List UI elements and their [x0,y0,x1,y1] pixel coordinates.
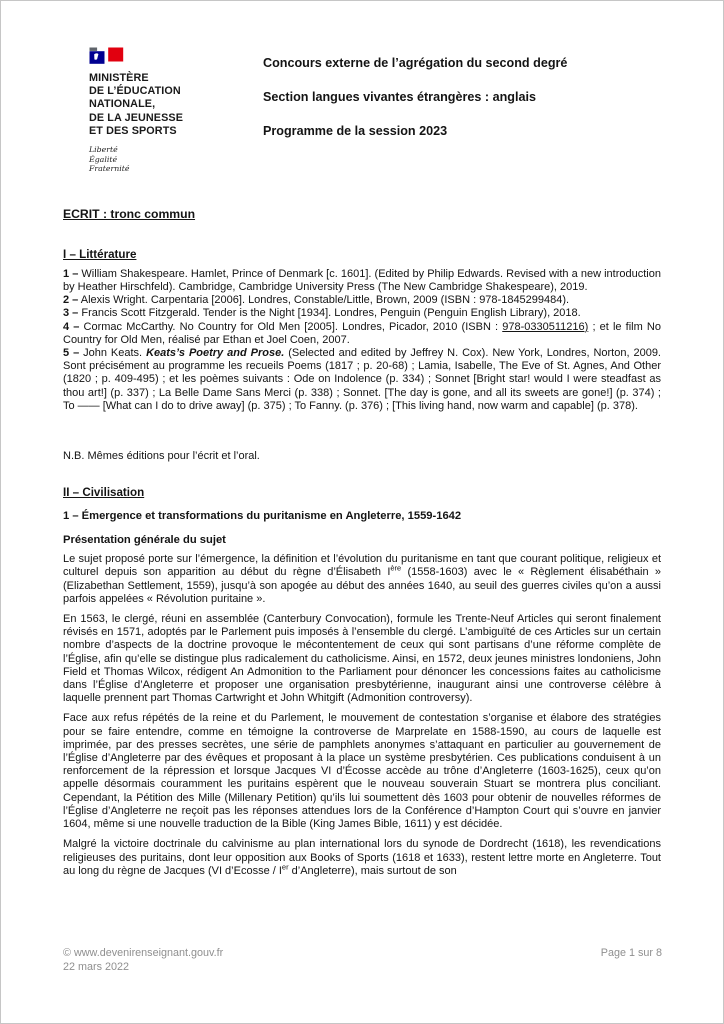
doc-title-concours: Concours externe de l’agrégation du second degré [263,56,568,70]
item-text: (Selected and edited by Jeffrey N. Cox). New York, Londres, Norton, 2009. Sont précisément au programme les recueils Poems (1817 ; p. 20-68) ; Lamia, Isabelle, The Eve of St. Agnes, And Other (1820 ; p. 409-495) ; et les poèmes suivants : Ode on Indolence (p. 334) ; Sonnet [Bright star! would I were steadfast as thou art!] (p. 337) ; La Belle Dame Sans Merci (p. 338) ; Sonnet. [The day is gone, and all its sweets are gone!] (p. 374) ; To —— [What can I do to drive away] (p. 375) ; To Fanny. (p. 376) ; [This living hand, now warm and capable] (p. 378). [63,347,661,412]
motto-line: Égalité [89,154,118,164]
paragraph-text: d’Angleterre), mais surtout de son [288,864,457,877]
item-number: 2 – [63,294,79,307]
republic-motto [89,145,220,174]
footer-site-url: © www.devenirenseignant.gouv.fr [63,947,224,959]
ministry-name-line: DE LA JEUNESSE [89,111,183,124]
ministry-name-line: ET DES SPORTS [89,124,177,137]
item-text: Cormac McCarthy. No Country for Old Men [2005]. Londres, Picador, 2010 (ISBN : [79,320,503,333]
doc-title-section: Section langues vivantes étrangères : anglais [263,90,536,104]
item-text: Alexis Wright. Carpentaria [2006]. Londres, Constable/Little, Brown, 2009 (ISBN : 978-1845299484). [78,294,570,307]
french-flag-icon [89,47,127,65]
footer-page-number: Page 1 sur 8 [600,947,662,959]
item-text: John Keats. [79,347,147,360]
ministry-name [89,72,220,138]
superscript: er [281,862,289,872]
ministry-name-line: NATIONALE, [89,98,156,111]
item-text: ; et le film No Country for Old Men, réalisé par Ethan et Joel Coen, 2007. [63,320,661,346]
paragraph-text: (1558-1603) avec le « Règlement élisabéthain » (Elizabethan Settlement, 1559), jusqu’à son apogée au début des années 1640, au seuil des guerres civiles qu’on a aussi parfois appelées « Révolution puritaine ». [63,566,661,605]
heading-ecrit-tronc-commun: ECRIT : tronc commun [63,206,196,221]
civilisation-paragraph-2: En 1563, le clergé, réuni en assemblée (Canterbury Convocation), formule les Trente-Neuf Articles qui seront finalement révisés en 1571, adoptés par le Parlement puis imposés à l’ensemble du clergé. L’ambiguïté de ces Articles sur un certain nombre d’aspects de la doctrine provoque le mécontentement de ceux qui sont partisans d’une réforme complète de l’Église, afin qu’elle se distingue plus radicalement du catholicisme. Ainsi, en 1572, deux jeunes ministres londoniens, John Field et Thomas Wilcox, rédigent An Admonition to the Parliament pour dénoncer les concessions faites au catholicisme dans l’Église d’Angleterre et proposer une organisation presbytérienne, inaugurant ainsi une controverse célèbre à laquelle prennent part Thomas Cartwright et John Whitgift (Admonition controversy). [63,613,661,705]
page-footer [63,947,662,975]
civilisation-paragraph-4 [63,838,661,878]
document-body [0,207,724,878]
paragraph-text: Le sujet proposé porte sur l’émergence, la définition et l’évolution du puritanisme en tant que courant politique, religieux et culturel depuis son apparition au début du règne d’Élisabeth I [63,553,661,579]
book-item-1 [63,268,661,294]
item-number: 1 – [63,267,79,280]
superscript: ère [390,563,402,573]
heading-civilisation: II – Civilisation [63,486,145,500]
book-item-4 [63,321,661,347]
book-item-5 [63,347,661,413]
footer-left [63,947,223,975]
motto-line: Liberté [89,145,118,155]
item-number: 3 – [63,307,79,320]
litterature-reading-list [63,268,661,413]
footer-date: 22 mars 2022 [63,960,130,973]
item-text: Francis Scott Fitzgerald. Tender is the Night [1934]. Londres, Penguin (Penguin English Library), 2018. [78,307,581,320]
heading-civilisation-topic: 1 – Émergence et transformations du puritanisme en Angleterre, 1559-1642 [63,510,462,523]
heading-litterature: I – Littérature [63,247,137,261]
isbn-number: 978-0330511216) [502,320,589,333]
document-header [0,0,724,174]
heading-presentation-sujet: Présentation générale du sujet [63,534,226,547]
ministry-logo [89,47,220,174]
book-item-2 [63,294,661,307]
book-item-3 [63,307,661,320]
item-text: William Shakespeare. Hamlet, Prince of Denmark [c. 1601]. (Edited by Philip Edwards. Revised with a new introduction by Heather Hirschfeld). Cambridge, Cambridge University Press (The New Cambridge Shakespeare), 2019. [63,267,661,293]
motto-line: Fraternité [89,164,130,174]
item-number: 5 – [63,347,80,360]
ministry-name-line: DE L’ÉDUCATION [89,85,181,98]
civilisation-paragraph-3: Face aux refus répétés de la reine et du Parlement, le mouvement de contestation s’organise et élabore des stratégies pour se faire entendre, comme en témoigne la controverse de Marprelate en 1588-1590, au cours de laquelle est imprimée, par des presses secrètes, une série de pamphlets anonymes s’attaquant en particulier au gouvernement de l’Église d’Angleterre par des évêques et proposant à la place un système presbytérien. Ces publications conduisent à un renforcement de la répression et lorsque Jacques VI d’Écosse accède au trône d’Angleterre (1603-1625), ceux qu’on appelle désormais couramment les puritains espèrent que le nouveau souverain Stuart se montrera plus conciliant. Cependant, la Pétition des Mille (Millenary Petition) qu’ils lui soumettent dès 1603 pour obtenir de nouvelles réformes de l’Église d’Angleterre ne reçoit pas les réponses attendues lors de la Conférence d’Hampton Court qui s’ouvre en janvier 1604, même si une nouvelle traduction de la Bible (King James Bible, 1611) y est décidée. [63,712,661,831]
nb-note: N.B. Mêmes éditions pour l’écrit et l’oral. [63,450,260,463]
paragraph-text: Malgré la victoire doctrinale du calvinisme au plan international lors du synode de Dordrecht (1618), les revendications religieuses des puritains, dont leur opposition aux Books of Sports (1618 et 1633), restent lettre morte en Angleterre. Tout au long du règne de Jacques (VI d’Ecosse / I [63,838,661,877]
book-title-italic: Keats’s Poetry and Prose. [146,347,285,360]
document-titles [263,47,567,158]
doc-title-programme: Programme de la session 2023 [263,124,448,138]
ministry-name-line: MINISTÈRE [89,72,149,84]
civilisation-paragraph-1 [63,553,661,606]
item-number: 4 – [63,320,80,333]
